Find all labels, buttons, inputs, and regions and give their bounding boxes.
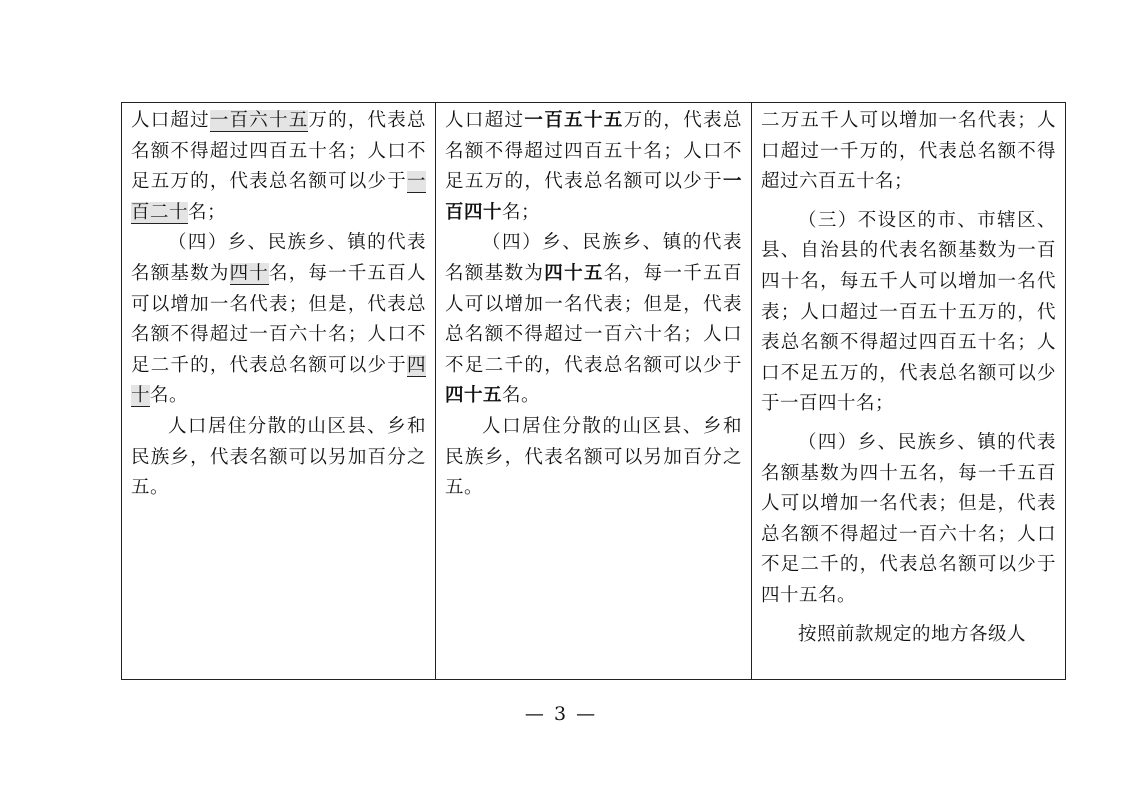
text-segment: 名； <box>188 201 227 223</box>
comparison-table <box>121 102 1066 680</box>
paragraph <box>131 106 426 228</box>
bold-text: 四十五 <box>445 385 503 407</box>
highlighted-text: 一百六十五 <box>209 110 309 131</box>
paragraph <box>445 228 742 412</box>
bold-text: 一百五十五 <box>524 110 624 131</box>
paragraph: 人口居住分散的山区县、乡和民族乡，代表名额可以另加百分之五。 <box>445 415 742 499</box>
text-segment: 名，每一千五百人可以增加一名代表；但是，代表总名额不得超过一百六十名；人口不足二千的，代表总名额可以少于 <box>131 262 426 376</box>
paragraph: 人口居住分散的山区县、乡和民族乡，代表名额可以另加百分之五。 <box>131 415 426 499</box>
text-segment: （四）乡、民族乡、镇的代表名额基数为 <box>445 232 742 284</box>
table-column-third <box>752 103 1065 679</box>
bold-text: 四十五 <box>544 262 604 284</box>
highlighted-text: 一百二十 <box>131 171 426 223</box>
table-column-original <box>122 103 436 679</box>
table-column-revised <box>436 103 752 679</box>
paragraph: （四）乡、民族乡、镇的代表名额基数为四十五名，每一千五百人可以增加一名代表；但是，代表总名额不得超过一百六十名；人口不足二千的，代表总名额可以少于四十五名。 <box>761 431 1056 606</box>
text-segment: 万的，代表总名额不得超过四百五十名；人口不足五万的，代表总名额可以少于 <box>131 110 426 193</box>
text-segment: 名； <box>502 201 541 223</box>
text-segment: 人口超过 <box>445 110 525 131</box>
paragraph: 按照前款规定的地方各级人 <box>798 623 1027 645</box>
paragraph <box>131 228 426 412</box>
page-number: — 3 — <box>524 703 598 725</box>
bold-text: 一百四十 <box>445 171 742 223</box>
text-segment: 名。 <box>502 385 541 407</box>
paragraph: 二万五千人可以增加一名代表；人口超过一千万的，代表总名额不得超过六百五十名； <box>761 110 1056 193</box>
text-segment: 名。 <box>150 385 189 407</box>
text-segment: 人口超过 <box>131 110 210 131</box>
highlighted-text: 四十 <box>229 262 269 284</box>
highlighted-text: 四十 <box>131 354 426 407</box>
text-segment: （四）乡、民族乡、镇的代表名额基数为 <box>131 232 426 284</box>
paragraph: （三）不设区的市、市辖区、县、自治县的代表名额基数为一百四十名，每五千人可以增加一名代表；人口超过一百五十五万的，代表总名额不得超过四百五十名；人口不足五万的，代表总名额可以少于一百四十名； <box>761 209 1056 415</box>
text-segment: 名，每一千五百人可以增加一名代表；但是，代表总名额不得超过一百六十名；人口不足二千的，代表总名额可以少于 <box>445 262 742 376</box>
paragraph <box>445 106 742 228</box>
text-segment: 万的，代表总名额不得超过四百五十名；人口不足五万的，代表总名额可以少于 <box>445 110 742 193</box>
